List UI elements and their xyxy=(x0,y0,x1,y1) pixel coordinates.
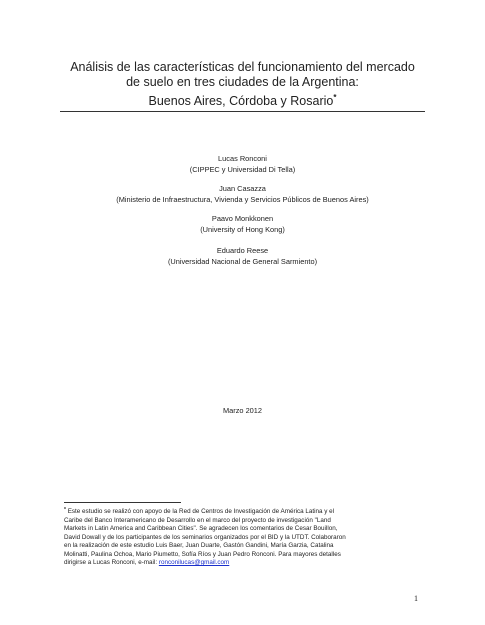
author-name: Lucas Ronconi xyxy=(218,154,267,163)
publication-date: Marzo 2012 xyxy=(222,406,263,415)
author-affiliation: (Ministerio de Infraestructura, Vivienda y Servicios Públicos de Buenos Aires) xyxy=(116,195,369,204)
footnote-line: en la realización de este estudio Luis Baer, Juan Duarte, Gastón Gandini, María Garzia, Catalina xyxy=(64,542,334,549)
title-line-1: Análisis de las características del funcionamiento del mercado xyxy=(70,60,415,74)
title-line-3-text: Buenos Aires, Córdoba y Rosario xyxy=(148,94,334,108)
author-name: Paavo Monkkonen xyxy=(211,214,274,223)
footnote-separator xyxy=(64,502,181,503)
title-line-2: de suelo en tres ciudades de la Argentina: xyxy=(126,75,359,89)
author-affiliation: (Universidad Nacional de General Sarmiento) xyxy=(167,257,318,266)
footnote-marker: * xyxy=(64,507,66,513)
email-link[interactable]: ronconilucas@gmail.com xyxy=(158,559,230,566)
footnote-line: Molinatti, Paulina Ochoa, Mario Piumetto, Sofía Ríos y Juan Pedro Ronconi. Para mayores detalles xyxy=(64,550,341,558)
author-block-3 xyxy=(0,213,485,235)
title-footnote-marker: * xyxy=(333,93,337,102)
footnote-line: * Este estudio se realizó con apoyo de la Red de Centros de Investigación de América Latina y el xyxy=(64,507,335,515)
title-line-3 xyxy=(60,90,425,109)
author-block-2 xyxy=(0,183,485,205)
author-affiliation: (CIPPEC y Universidad Di Tella) xyxy=(189,165,296,174)
paper-title xyxy=(60,60,425,109)
footnote-line: Caribe del Banco Interamericano de Desarrollo en el marco del proyecto de investigación "Land xyxy=(64,516,331,524)
author-affiliation: (University of Hong Kong) xyxy=(200,225,285,234)
footnote xyxy=(64,506,426,568)
footnote-line: dirigirse a Lucas Ronconi, e-mail: ronconilucas@gmail.com xyxy=(64,559,230,566)
author-name: Juan Casazza xyxy=(219,184,266,193)
title-underline xyxy=(60,111,425,112)
author-block-4 xyxy=(0,245,485,267)
footnote-line: Markets in Latin America and Caribbean Cities". Se agradecen los comentarios de Cesar Bouillon, xyxy=(64,525,338,532)
author-block-1 xyxy=(0,153,485,175)
author-name: Eduardo Reese xyxy=(216,246,269,255)
page-number: 1 xyxy=(414,594,418,603)
footnote-line: David Dowall y de los participantes de los seminarios organizados por el BID y la UTDT. Colaboraron xyxy=(64,533,346,541)
